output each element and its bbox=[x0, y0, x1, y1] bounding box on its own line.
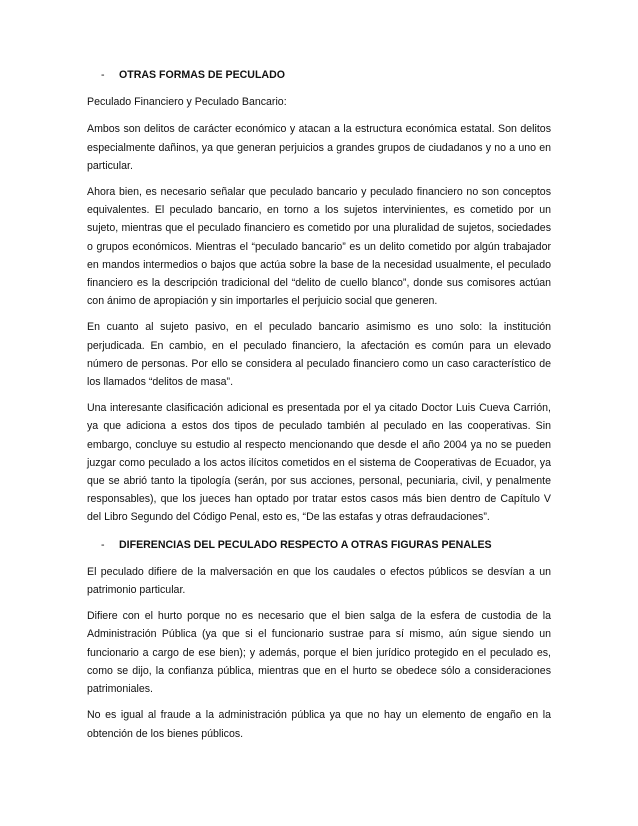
document-page bbox=[87, 66, 551, 743]
paragraph-2: Ahora bien, es necesario señalar que peculado bancario y peculado financiero no son conceptos equivalentes. El peculado bancario, en torno a los sujetos intervinientes, es cometido por un sujeto, mientras que el peculado financiero es cometido por una pluralidad de sujetos, sociedades o grupos económicos. Mientras el “peculado bancario” es un delito cometido por algún trabajador en mandos intermedios o bajos que actúa sobre la base de la necesidad usualmente, el peculado financiero es la descripción tradicional del “delito de cuello blanco”, donde sus comisores actúan con ánimo de apropiación y sin importarles el perjuicio social que generen. bbox=[87, 186, 551, 308]
heading-title: OTRAS FORMAS DE PECULADO bbox=[119, 69, 285, 81]
paragraph-4: Una interesante clasificación adicional es presentada por el ya citado Doctor Luis Cueva Carrión, ya que adiciona a estos dos tipos de peculado también al peculado en las cooperativas. Sin embargo, concluye su estudio al respecto mencionando que desde el año 2004 ya no se pueden juzgar como peculado a los actos ilícitos cometidos en el sistema de Cooperativas de Ecuador, ya que se abrió tanto la tipología (serán, por sus acciones, personal, pecuniaria, civil, y penalmente responsables), que los jueces han optado por tratar estos casos más bien dentro de Capítulo V del Libro Segundo del Código Penal, esto es, “De las estafas y otras defraudaciones”. bbox=[87, 402, 551, 524]
paragraph-6: Difiere con el hurto porque no es necesario que el bien salga de la esfera de custodia de la Administración Pública (ya que si el funcionario sustrae para sí mismo, aún sigue siendo un funcionario a cargo de ese bien); y además, porque el bien jurídico protegido en el peculado es, como se dijo, la confianza pública, mientras que en el hurto se obedece sólo a consideraciones patrimoniales. bbox=[87, 610, 551, 696]
subheading-peculado-financiero: Peculado Financiero y Peculado Bancario: bbox=[87, 96, 287, 109]
section-heading-diferencias bbox=[87, 536, 551, 554]
bullet-dash: - bbox=[101, 69, 105, 81]
heading-title: DIFERENCIAS DEL PECULADO RESPECTO A OTRAS FIGURAS PENALES bbox=[119, 538, 492, 551]
paragraph-7: No es igual al fraude a la administración pública ya que no hay un elemento de engaño en la obtención de los bienes públicos. bbox=[87, 709, 551, 740]
section-heading-otras-formas bbox=[87, 66, 551, 84]
bullet-dash: - bbox=[101, 538, 105, 551]
paragraph-3: En cuanto al sujeto pasivo, en el peculado bancario asimismo es uno solo: la institución perjudicada. En cambio, en el peculado financiero, la afectación es común para un elevado número de personas. Por ello se considera al peculado financiero como un caso característico de los llamados “delitos de masa”. bbox=[87, 321, 551, 389]
paragraph-1: Ambos son delitos de carácter económico y atacan a la estructura económica estatal. Son delitos especialmente dañinos, ya que generan perjuicios a grandes grupos de ciudadanos y no a uno en particular. bbox=[87, 123, 551, 172]
paragraph-5: El peculado difiere de la malversación en que los caudales o efectos públicos se desvían a un patrimonio particular. bbox=[87, 565, 551, 597]
